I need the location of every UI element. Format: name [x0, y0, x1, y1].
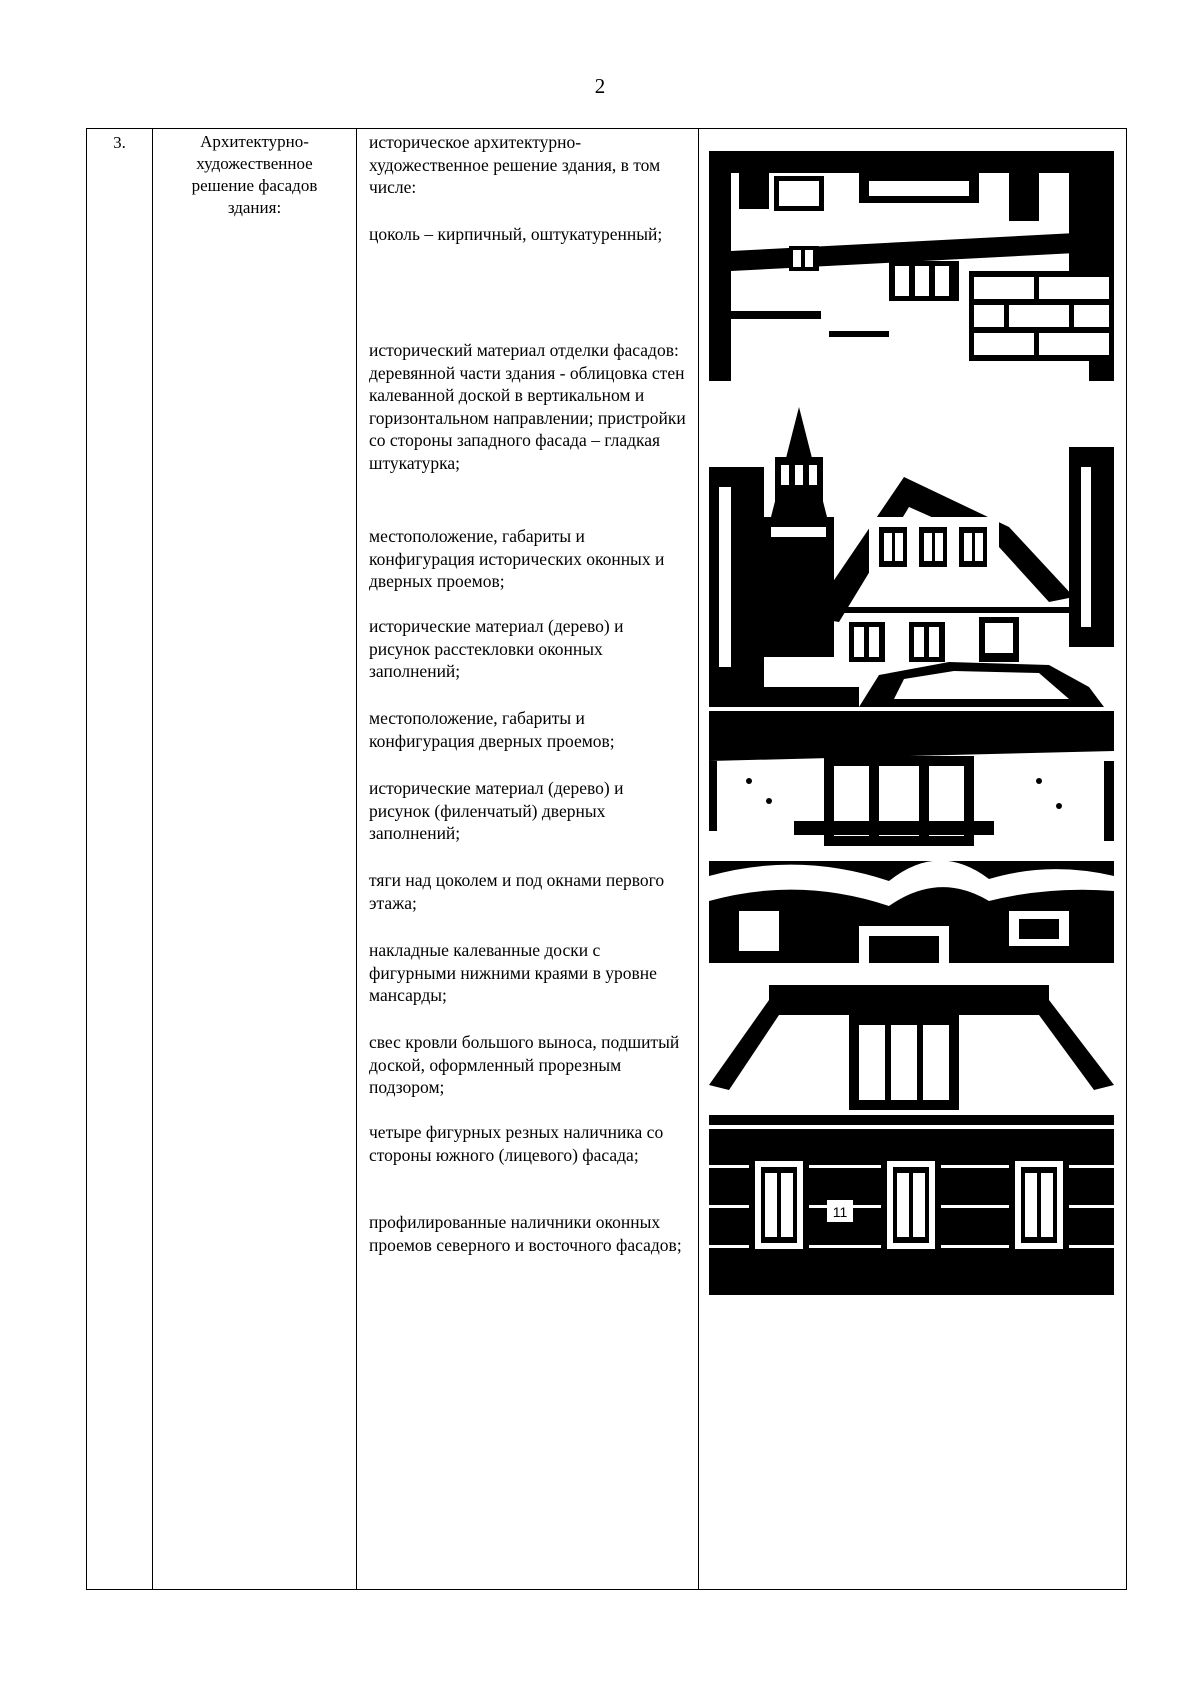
desc-paragraph: профилированные наличники оконных проемов северного и восточного фасадов;: [369, 1212, 682, 1255]
desc-paragraph: местоположение, габариты и конфигурация дверных проемов;: [369, 708, 615, 751]
desc-paragraph: исторические материал (дерево) и рисунок (филенчатый) дверных заполнений;: [369, 778, 624, 843]
desc-paragraph: четыре фигурных резных наличника со стороны южного (лицевого) фасада;: [369, 1122, 664, 1165]
desc-paragraph: свес кровли большого выноса, подшитый доской, оформленный прорезным подзором;: [369, 1032, 680, 1097]
photo-south-facade: [709, 975, 1114, 1295]
row-name-cell: [153, 129, 357, 1590]
page-number: 2: [594, 74, 606, 98]
desc-paragraph: цоколь – кирпичный, оштукатуренный;: [369, 224, 663, 244]
desc-paragraph: местоположение, габариты и конфигурация исторических оконных и дверных проемов;: [369, 526, 665, 591]
photo-details: [709, 711, 1114, 963]
desc-paragraph: исторические материал (дерево) и рисунок расстекловки оконных заполнений;: [369, 616, 624, 681]
house-number-plate: 11: [832, 1204, 848, 1220]
row-photos-cell: [699, 129, 1127, 1590]
row-name: Архитектурно-художественное решение фасадов здания:: [191, 132, 318, 217]
photo-house-west: [709, 407, 1114, 707]
desc-paragraph: историческое архитектурно-художественное решение здания, в том числе:: [369, 132, 661, 197]
desc-paragraph: исторический материал отделки фасадов: деревянной части здания - облицовка стен калеванной доской в вертикальном и горизонтальном направлении; пристройки со стороны западного фасада – гладкая штукатурка;: [369, 340, 686, 473]
desc-paragraph: тяги над цоколем и под окнами первого этажа;: [369, 870, 665, 913]
photo-plinth: [709, 151, 1114, 381]
row-number: 3.: [113, 133, 126, 152]
row-description-cell: [357, 129, 699, 1590]
table-row: [87, 129, 1127, 1590]
row-number-cell: [87, 129, 153, 1590]
heritage-table: [86, 128, 1127, 1590]
desc-paragraph: накладные калеванные доски с фигурными нижними краями в уровне мансарды;: [369, 940, 657, 1005]
